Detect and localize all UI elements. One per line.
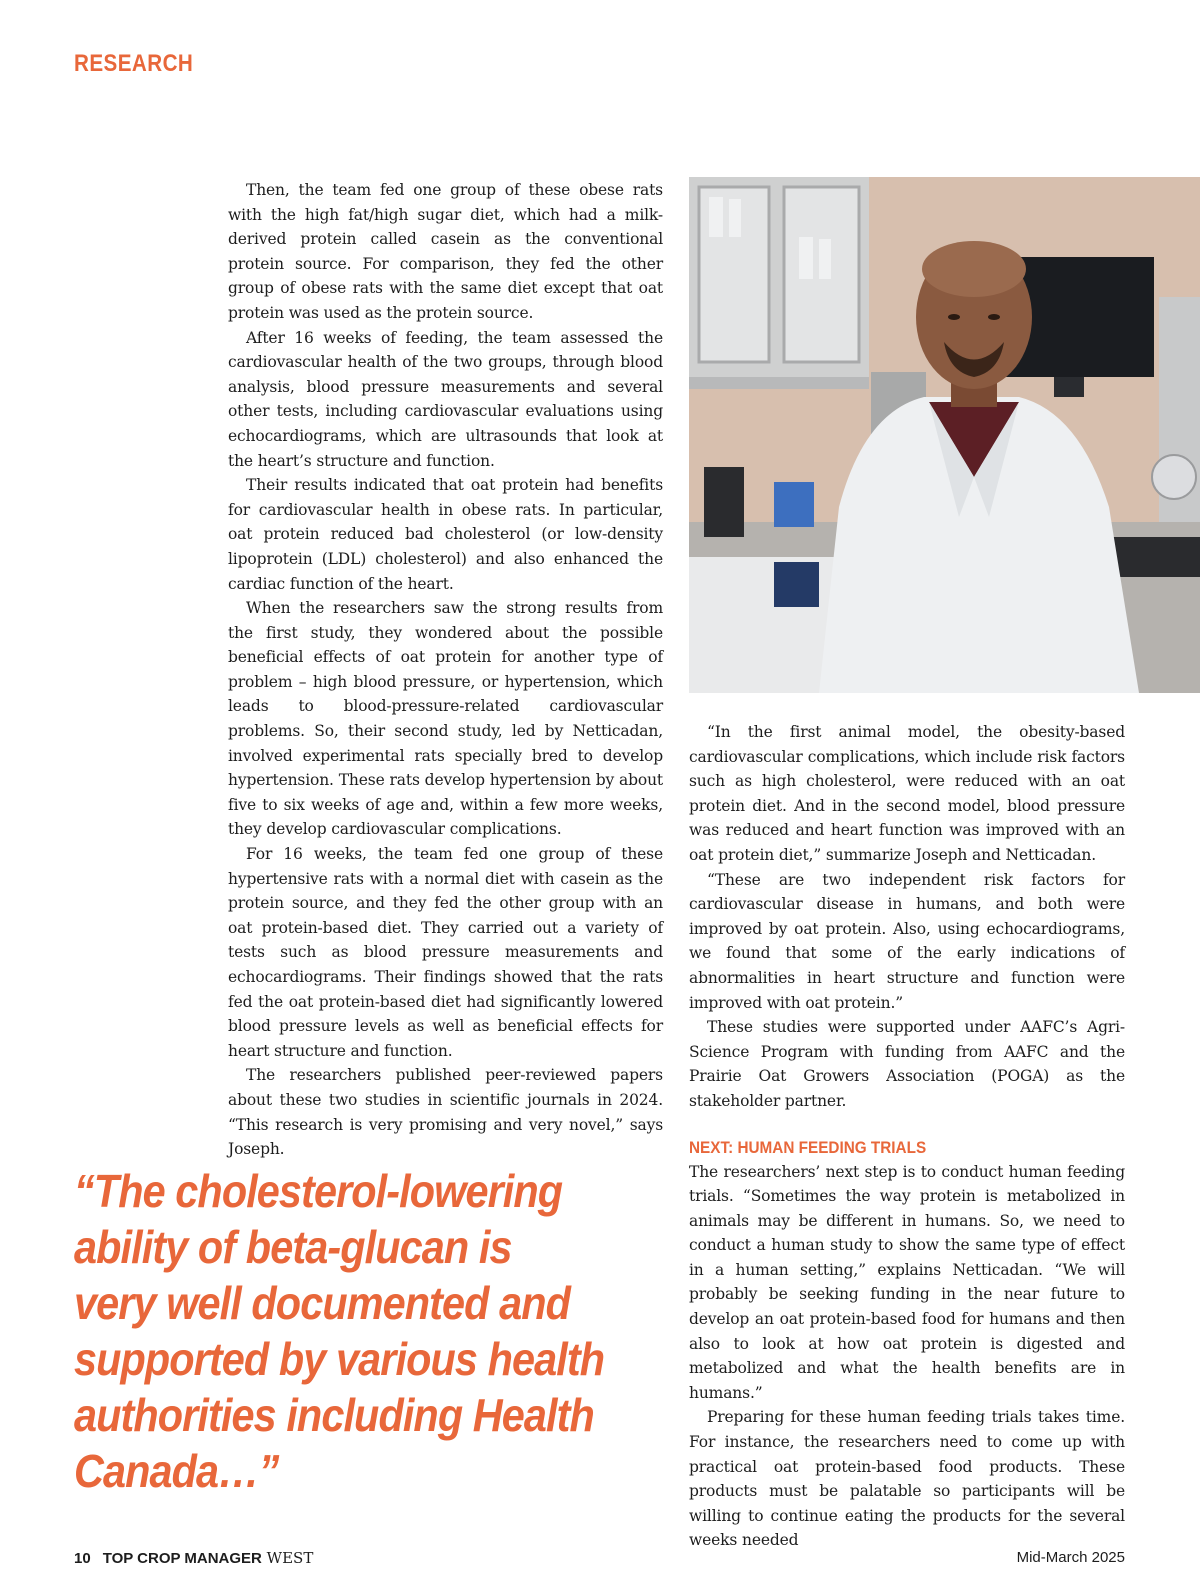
body-paragraph: “These are two independent risk factors for cardiovascular disease in humans, and both were improved by oat protein. Also, using echocardiograms, we found that some of the early indications of abnormalities in heart structure and function were improved with oat protein.”: [689, 870, 1125, 1012]
pull-quote-line: “The cholesterol-lowering: [74, 1165, 563, 1217]
body-paragraph: These studies were supported under AAFC’s Agri-Science Program with funding from AAFC and the Prairie Oat Growers Association (POGA) as the stakeholder partner.: [689, 1018, 1125, 1110]
body-paragraph: “In the first animal model, the obesity-based cardiovascular complications, which include risk factors such as high cholesterol, were reduced with an oat protein diet. And in the second model, blood pressure was reduced and heart function was improved with an oat protein diet,” summarize Joseph and Netticadan.: [689, 723, 1125, 864]
body-paragraph: For 16 weeks, the team fed one group of these hypertensive rats with a normal diet with casein as the protein source, and they fed the other group with an oat protein-based diet. They carried out a variety of tests such as blood pressure measurements and echocardiograms. Their findings showed that the rats fed the oat protein-based diet had significantly lowered blood pressure levels as well as beneficial effects for heart structure and function.: [228, 845, 663, 1060]
pull-quote-line: Canada…”: [74, 1445, 279, 1497]
pull-quote-line: ability of beta-glucan is: [74, 1221, 512, 1273]
lab-photo-illustration: [689, 177, 1200, 693]
researcher-photo: [689, 177, 1200, 693]
page-number: 10: [74, 1550, 91, 1567]
article-column-right: [689, 720, 1125, 1553]
body-paragraph: When the researchers saw the strong results from the first study, they wondered about the possible beneficial effects of oat protein for another type of problem – high blood pressure, or hypertension, which leads to blood-pressure-related cardiovascular problems. So, their second study, led by Netticadan, involved experimental rats specially bred to develop hypertension. These rats develop hypertension by about five to six weeks of age and, within a few more weeks, they develop cardiovascular complications.: [228, 599, 663, 839]
article-column-left: [228, 178, 663, 1162]
body-paragraph: Preparing for these human feeding trials takes time. For instance, the researchers need to come up with practical oat protein-based food products. These products must be palatable so participants will be willing to continue eating the products for the several weeks needed: [689, 1408, 1125, 1550]
body-paragraph: Then, the team fed one group of these obese rats with the high fat/high sugar diet, which had a milk-derived protein called casein as the conventional protein source. For comparison, they fed the other group of obese rats with the same diet except that oat protein was used as the protein source.: [228, 181, 663, 322]
pull-quote-line: authorities including Health: [74, 1389, 594, 1441]
section-subhead: NEXT: HUMAN FEEDING TRIALS: [689, 1137, 927, 1157]
body-paragraph: Their results indicated that oat protein had benefits for cardiovascular health in obese rats. In particular, oat protein reduced bad cholesterol (or low-density lipoprotein (LDL) cholesterol) and also enhanced the cardiac function of the heart.: [228, 476, 663, 593]
pull-quote-line: very well documented and: [74, 1277, 571, 1329]
issue-date: Mid-March 2025: [1016, 1549, 1125, 1566]
body-paragraph: The researchers’ next step is to conduct human feeding trials. “Sometimes the way protein is metabolized in animals may be different in humans. So, we need to conduct a human study to show the same type of effect in a human setting,” explains Netticadan. “We will probably be seeking funding in the near future to develop an oat protein-based food for humans and then also to look at how oat protein is digested and metabolized and what the health benefits are in humans.”: [689, 1162, 1125, 1402]
magazine-region: WEST: [266, 1549, 314, 1567]
page-footer-left: [74, 1549, 313, 1568]
section-label: RESEARCH: [74, 50, 194, 77]
body-paragraph: The researchers published peer-reviewed papers about these two studies in scientific journals in 2024. “This research is very promising and very novel,” says Joseph.: [228, 1066, 663, 1159]
pull-quote-line: supported by various health: [74, 1333, 605, 1385]
pull-quote: [74, 1163, 674, 1499]
magazine-title: TOP CROP MANAGER: [102, 1550, 262, 1567]
body-paragraph: After 16 weeks of feeding, the team assessed the cardiovascular health of the two groups, through blood analysis, blood pressure measurements and several other tests, including cardiovascular evaluations using echocardiograms, which are ultrasounds that look at the heart’s structure and function.: [228, 328, 663, 470]
